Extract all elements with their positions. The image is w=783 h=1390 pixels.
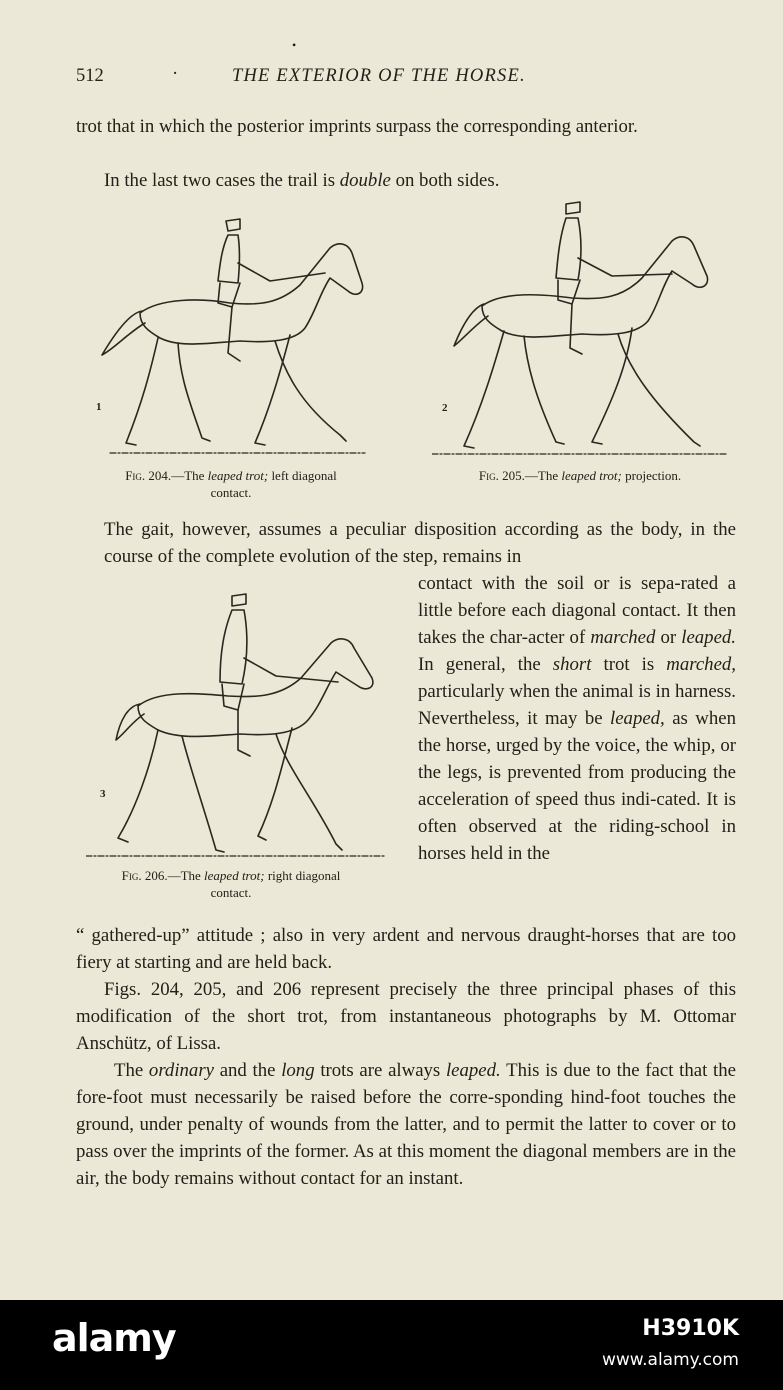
paragraph-3-tail-text: “ gathered-up” attitude ; also in very ardent and nervous draught-horses that are too fiery at starting and are held back. [76,925,736,973]
emphasis-ordinary: ordinary [148,1060,214,1081]
emphasis-marched: marched [590,627,656,648]
caption-text: —The [167,868,205,883]
paragraph-4 [76,976,736,1057]
caption-line-2: contact. [210,485,252,500]
figure-205 [432,196,732,458]
emphasis-leaped-2: leaped, [610,708,665,729]
caption-figure-206 [76,867,386,901]
paragraph-3-wrapped [418,570,736,867]
paragraph-5-joiner: and the [213,1060,282,1081]
page-header [76,66,736,92]
caption-figure-205 [430,467,730,484]
caption-text: —The [524,468,562,483]
running-head: THE EXTERIOR OF THE HORSE. [232,66,526,86]
paragraph-3-joiner: or [655,627,682,648]
paragraph-2 [104,167,734,194]
horse-rider-illustration-1 [90,203,372,461]
site-url: www.alamy.com [601,1350,739,1370]
figure-number-2: 2 [442,402,448,414]
paragraph-2-emphasis: double [339,170,391,191]
paragraph-1-text: trot that in which the posterior imprints surpass the corresponding anterior. [76,116,638,137]
horse-rider-illustration-3 [86,588,392,864]
page-number: 512 [76,66,104,86]
figure-206 [86,588,392,864]
paragraph-4-text: Figs. 204, 205, and 206 represent precisely the three principal phases of this modification of the short trot, from instantaneous photographs by M. Ottomar Anschütz, of Lissa. [76,979,736,1054]
caption-emphasis: leaped trot; [207,468,269,483]
caption-label: Fig. 204. [125,468,172,483]
watermark-footer [0,1300,783,1390]
caption-label: Fig. 205. [478,468,525,483]
paragraph-3-joiner: In general, the [418,654,553,675]
horse-rider-illustration-2 [432,196,732,458]
paragraph-3-joiner: as when the horse, urged by the voice, the whip, or the legs, is prevented from producing the acceleration of speed thus indi-cated. It is often observed at the riding-school in horses held in the [418,708,736,864]
caption-emphasis: leaped trot; [204,868,265,883]
caption-label: Fig. 206. [121,868,168,883]
caption-figure-204 [76,467,386,501]
paragraph-3-first-line [104,516,736,570]
paragraph-3-joiner: trot is [591,654,667,675]
caption-text-end: projection. [621,468,682,483]
figure-204 [90,203,372,461]
printer-mark: • [292,38,297,52]
paragraph-5-joiner: trots are always [314,1060,446,1081]
caption-text-end: right diagonal [264,868,341,883]
figure-number-3: 3 [100,788,106,800]
emphasis-leaped: leaped. [681,627,736,648]
caption-emphasis: leaped trot; [561,468,622,483]
paragraph-5 [76,1057,736,1192]
header-dot: · [172,64,179,84]
caption-line-2: contact. [210,885,252,900]
emphasis-long: long [281,1060,315,1081]
alamy-logo: alamy [52,1316,176,1360]
paragraph-1 [76,113,734,140]
paragraph-5-text-end: This is due to the fact that the fore-foot must necessarily be raised before the corre-sponding hind-foot touches the ground, under penalty of wounds from the latter, and to permit the latter to cover or to pass over the imprints of the former. As at this moment the diagonal members are in the air, the body remains without contact for an instant. [76,1060,736,1189]
paragraph-3-text: The gait, however, assumes a peculiar disposition according as the body, in the course of the complete evolution of the step, remains in [104,519,736,567]
paragraph-3-wrap-text: contact with the soil or is sepa-rated a little before each diagonal contact. It then takes the char-acter of [418,573,736,648]
emphasis-marched-2: marched, [666,654,736,675]
paragraph-2-text: In the last two cases the trail is [104,170,340,191]
emphasis-short: short [552,654,592,675]
paragraph-2-text-end: on both sides. [390,170,500,191]
caption-text-end: left diagonal [268,468,337,483]
paragraph-3-joiner: particularly when the animal is in harness. Nevertheless, it may be [418,681,736,729]
paragraph-5-text: The [114,1060,149,1081]
emphasis-leaped-3: leaped. [445,1060,501,1081]
paragraph-3-tail [76,922,736,976]
image-id: H3910K [642,1316,739,1341]
caption-text: —The [171,468,208,483]
figure-number-1: 1 [96,401,102,413]
